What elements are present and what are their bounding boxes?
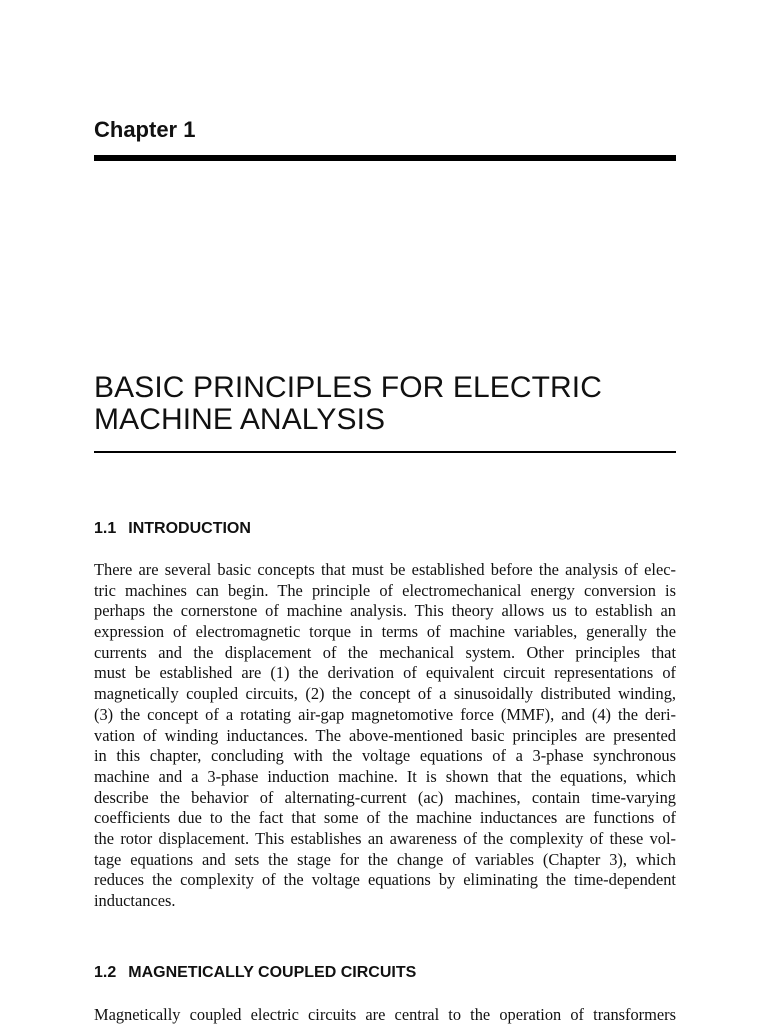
chapter-divider-thick: [94, 155, 676, 161]
introduction-paragraph: [94, 560, 676, 912]
text-line: reduces the complexity of the voltage equations by eliminating the time-dependent: [94, 870, 676, 890]
text-line: tric machines can begin. The principle of electromechanical energy conversion is: [94, 580, 676, 600]
section-number: 1.2: [94, 964, 117, 981]
section-number: 1.1: [94, 520, 117, 537]
text-line: machine and a 3-phase induction machine. It is shown that the equations, which: [94, 766, 676, 786]
magnetically-coupled-paragraph: [94, 1005, 676, 1026]
text-line: (3) the concept of a rotating air-gap magnetomotive force (MMF), and (4) the deri-: [94, 704, 676, 724]
text-line: the rotor displacement. This establishes an awareness of the complexity of these vol-: [94, 828, 676, 848]
chapter-title-line: MACHINE ANALYSIS: [94, 403, 386, 436]
text-line: must be established are (1) the derivation of equivalent circuit representations of: [94, 663, 676, 683]
text-line: vation of winding inductances. The above-mentioned basic principles are presented: [94, 725, 676, 745]
section-title: INTRODUCTION: [128, 520, 251, 537]
chapter-title: [94, 372, 676, 436]
text-line: magnetically coupled circuits, (2) the concept of a sinusoidally distributed winding,: [94, 684, 676, 704]
section-heading-introduction: [94, 519, 251, 539]
text-line: coefficients due to the fact that some of the machine inductances are functions of: [94, 808, 676, 828]
text-line: expression of electromagnetic torque in terms of machine variables, generally the: [94, 622, 676, 642]
text-line: tage equations and sets the stage for the change of variables (Chapter 3), which: [94, 849, 676, 869]
text-line: Magnetically coupled electric circuits are central to the operation of transformers: [94, 1005, 676, 1024]
section-title: MAGNETICALLY COUPLED CIRCUITS: [128, 964, 417, 981]
text-line: in this chapter, concluding with the voltage equations of a 3-phase synchronous: [94, 746, 676, 766]
text-line: currents and the displacement of the mechanical system. Other principles that: [94, 642, 676, 662]
text-line: perhaps the cornerstone of machine analysis. This theory allows us to establish an: [94, 601, 676, 621]
section-heading-magnetically-coupled-circuits: [94, 963, 416, 983]
chapter-title-line: BASIC PRINCIPLES FOR ELECTRIC: [94, 371, 603, 404]
chapter-title-divider: [94, 451, 676, 453]
text-line: There are several basic concepts that must be established before the analysis of elec-: [94, 560, 676, 579]
text-line: describe the behavior of alternating-current (ac) machines, contain time-varying: [94, 787, 676, 807]
chapter-label: Chapter 1: [94, 117, 196, 142]
text-line: inductances.: [94, 891, 176, 910]
